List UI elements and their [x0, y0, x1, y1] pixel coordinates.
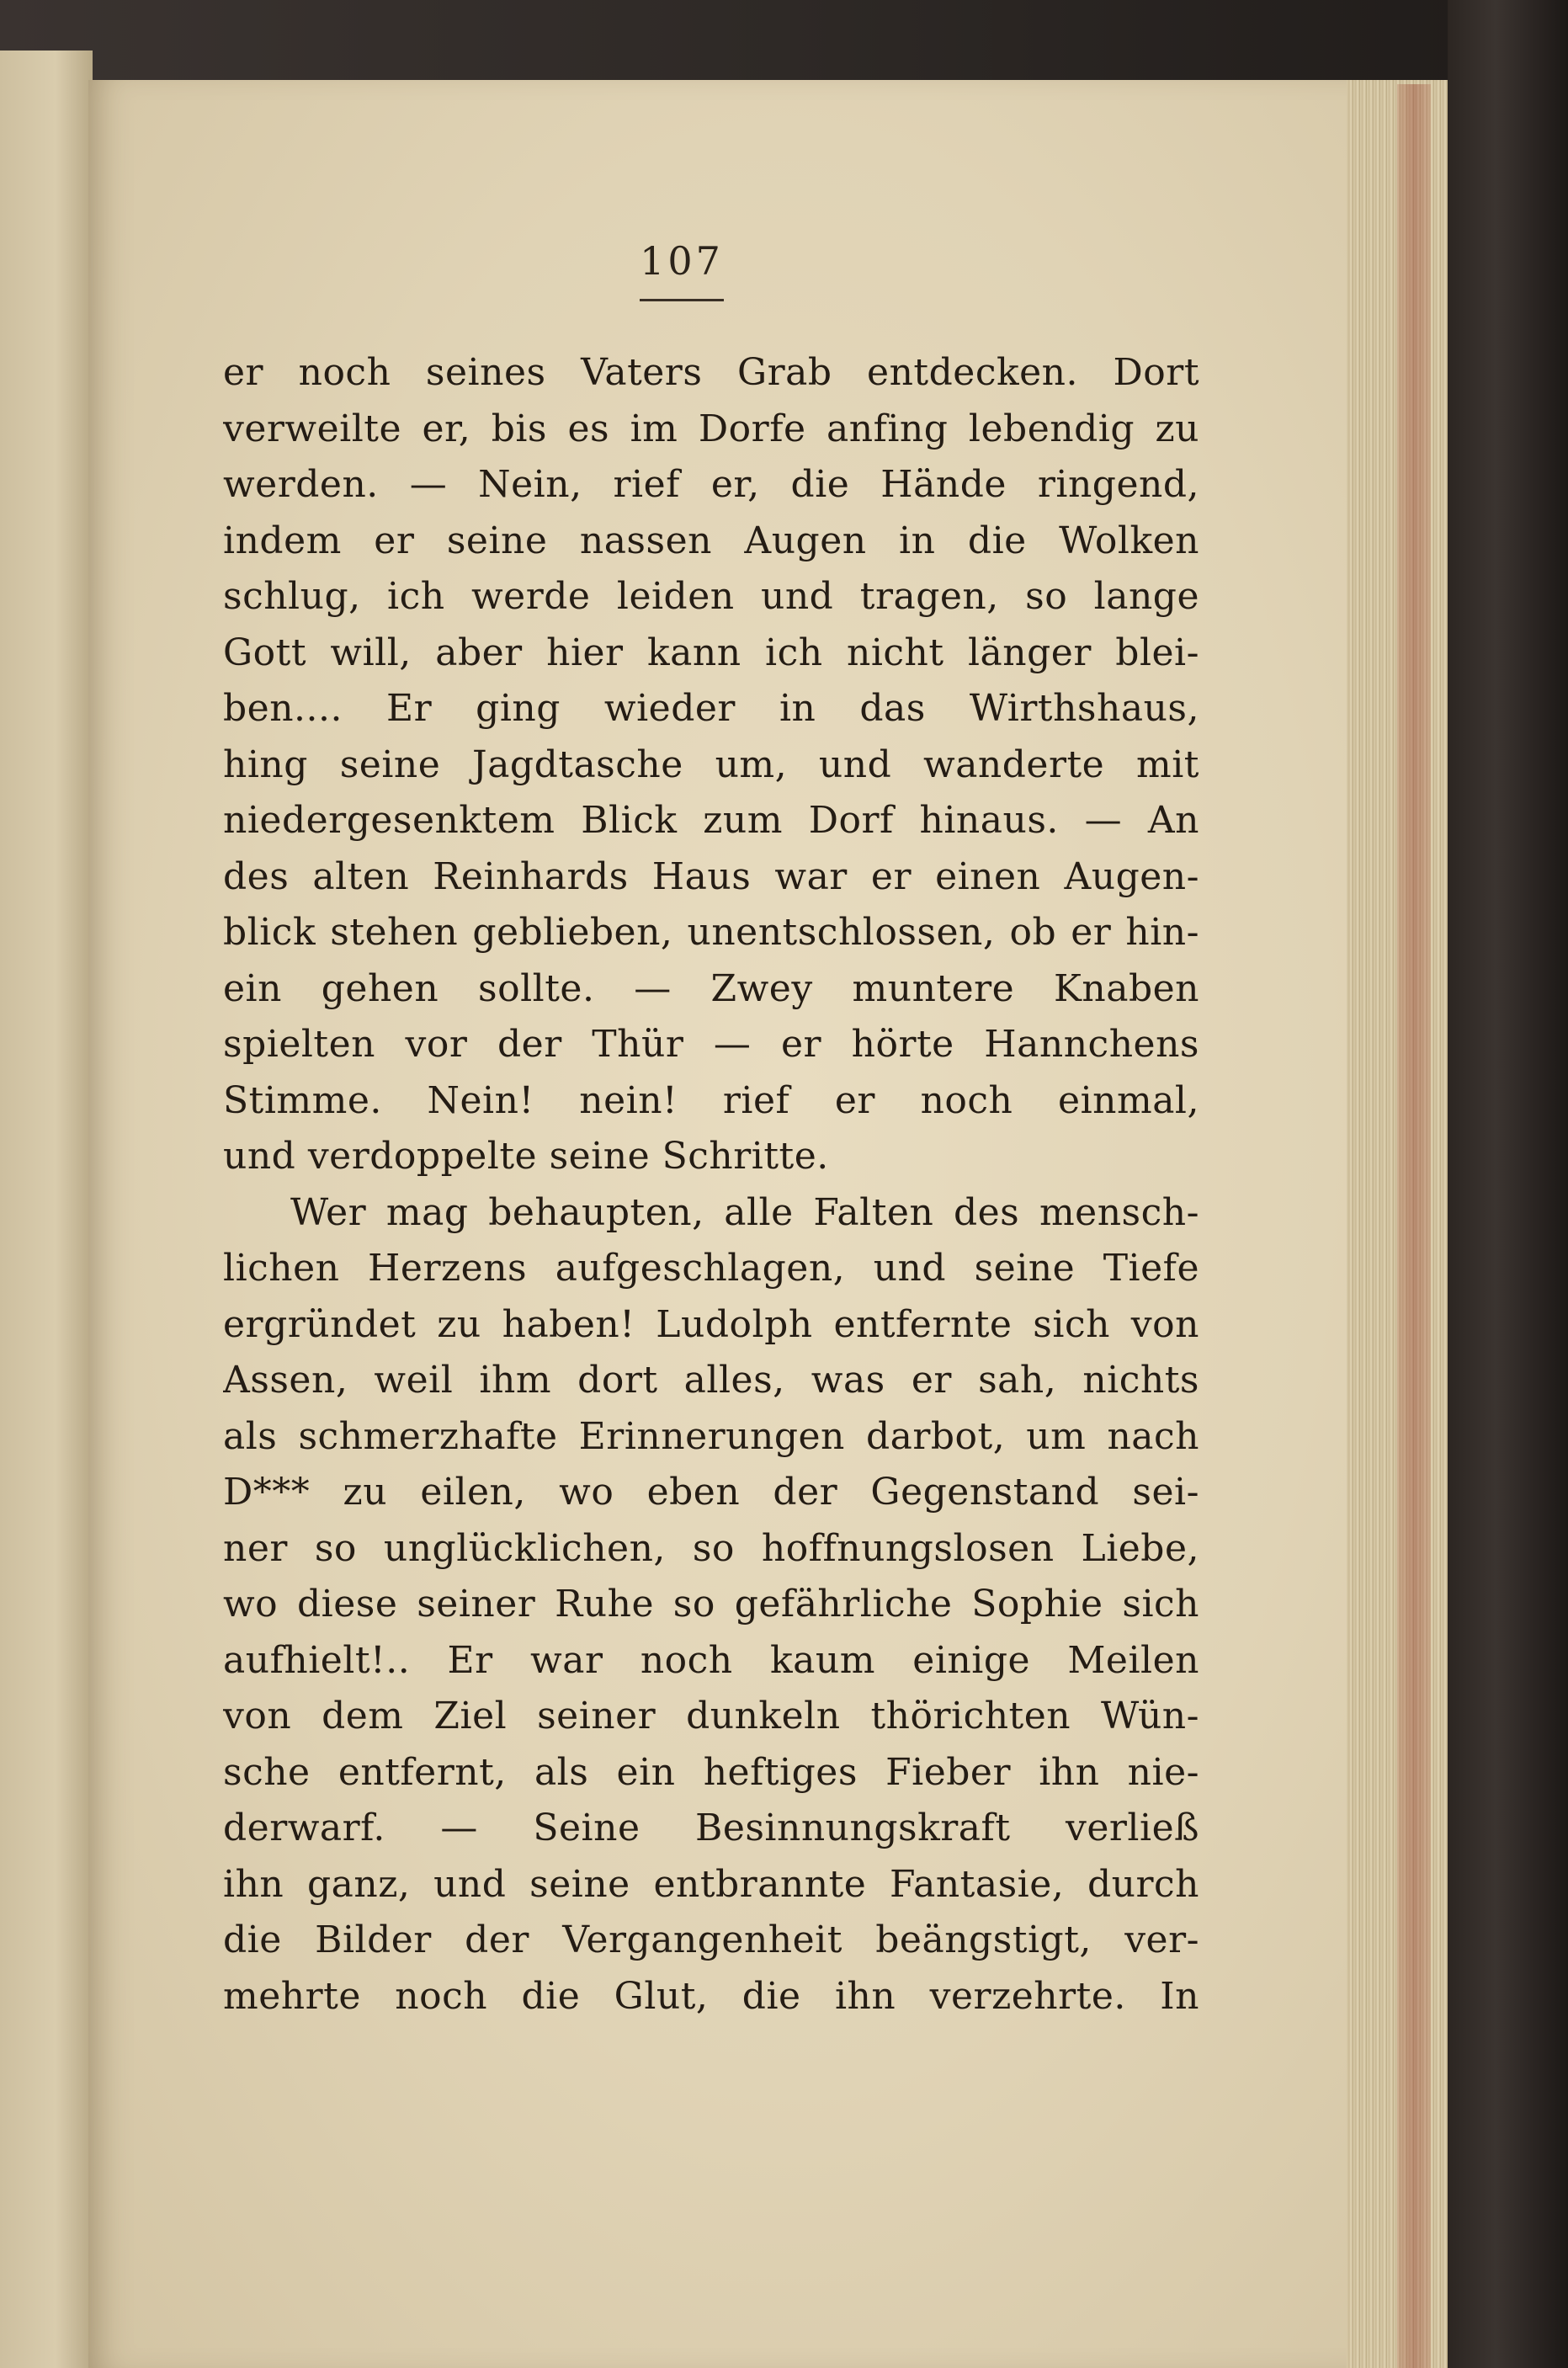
page-stack-edge-tint: [1397, 84, 1431, 2368]
text-line: hing seine Jagdtasche um, und wanderte mit: [223, 742, 1199, 786]
text-line: als schmerzhafte Erinnerungen darbot, um nach: [223, 1414, 1199, 1458]
text-line: die Bilder der Vergangenheit beängstigt, ver-: [223, 1918, 1199, 1961]
text-line: niedergesenktem Blick zum Dorf hinaus. — An: [223, 799, 1199, 842]
text-line: ihn ganz, und seine entbrannte Fantasie, durch: [223, 1862, 1199, 1906]
previous-page-edge: [0, 51, 93, 2368]
text-line: Wer mag behaupten, alle Falten des mensch-: [290, 1190, 1199, 1234]
text-line: er noch seines Vaters Grab entdecken. Dort: [223, 351, 1199, 394]
text-line: derwarf. — Seine Besinnungskraft verließ: [223, 1807, 1199, 1849]
text-line: des alten Reinhards Haus war er einen Augen-: [223, 854, 1199, 898]
text-line: mehrte noch die Glut, die ihn verzehrte. In: [223, 1974, 1199, 2018]
page-number-underline: [640, 299, 724, 301]
text-line: ergründet zu haben! Ludolph entfernte sich von: [223, 1302, 1199, 1346]
page-number: 107: [640, 238, 724, 284]
text-line: ner so unglücklichen, so hoffnungslosen Liebe,: [223, 1526, 1199, 1570]
text-line: sche entfernt, als ein heftiges Fieber ihn nie-: [223, 1750, 1199, 1794]
text-line: ein gehen sollte. — Zwey muntere Knaben: [223, 966, 1199, 1010]
text-line: von dem Ziel seiner dunkeln thörichten Wün-: [223, 1695, 1199, 1737]
text-line: indem er seine nassen Augen in die Wolken: [223, 519, 1199, 562]
text-line: schlug, ich werde leiden und tragen, so lange: [223, 575, 1199, 618]
text-line: lichen Herzens aufgeschlagen, und seine Tiefe: [223, 1247, 1199, 1290]
text-line: werden. — Nein, rief er, die Hände ringend,: [223, 463, 1199, 506]
text-line: spielten vor der Thür — er hörte Hannchens: [223, 1023, 1199, 1066]
body-text: [223, 345, 1199, 2025]
text-line: Gott will, aber hier kann ich nicht länger blei-: [223, 631, 1199, 674]
text-line: D*** zu eilen, wo eben der Gegenstand sei-: [223, 1471, 1199, 1514]
text-line: und verdoppelte seine Schritte.: [223, 1135, 829, 1178]
text-line: Stimme. Nein! nein! rief er noch einmal,: [223, 1078, 1199, 1122]
text-line: ben.... Er ging wieder in das Wirthshaus,: [223, 687, 1199, 730]
text-line: aufhielt!.. Er war noch kaum einige Meilen: [223, 1638, 1199, 1682]
text-line: verweilte er, bis es im Dorfe anfing lebendig zu: [223, 407, 1199, 450]
text-line: blick stehen geblieben, unentschlossen, ob er hin-: [223, 911, 1199, 954]
book-cover-right: [1448, 0, 1568, 2368]
text-line: Assen, weil ihm dort alles, was er sah, nichts: [223, 1359, 1199, 1402]
text-line: wo diese seiner Ruhe so gefährliche Sophie sich: [223, 1583, 1199, 1626]
